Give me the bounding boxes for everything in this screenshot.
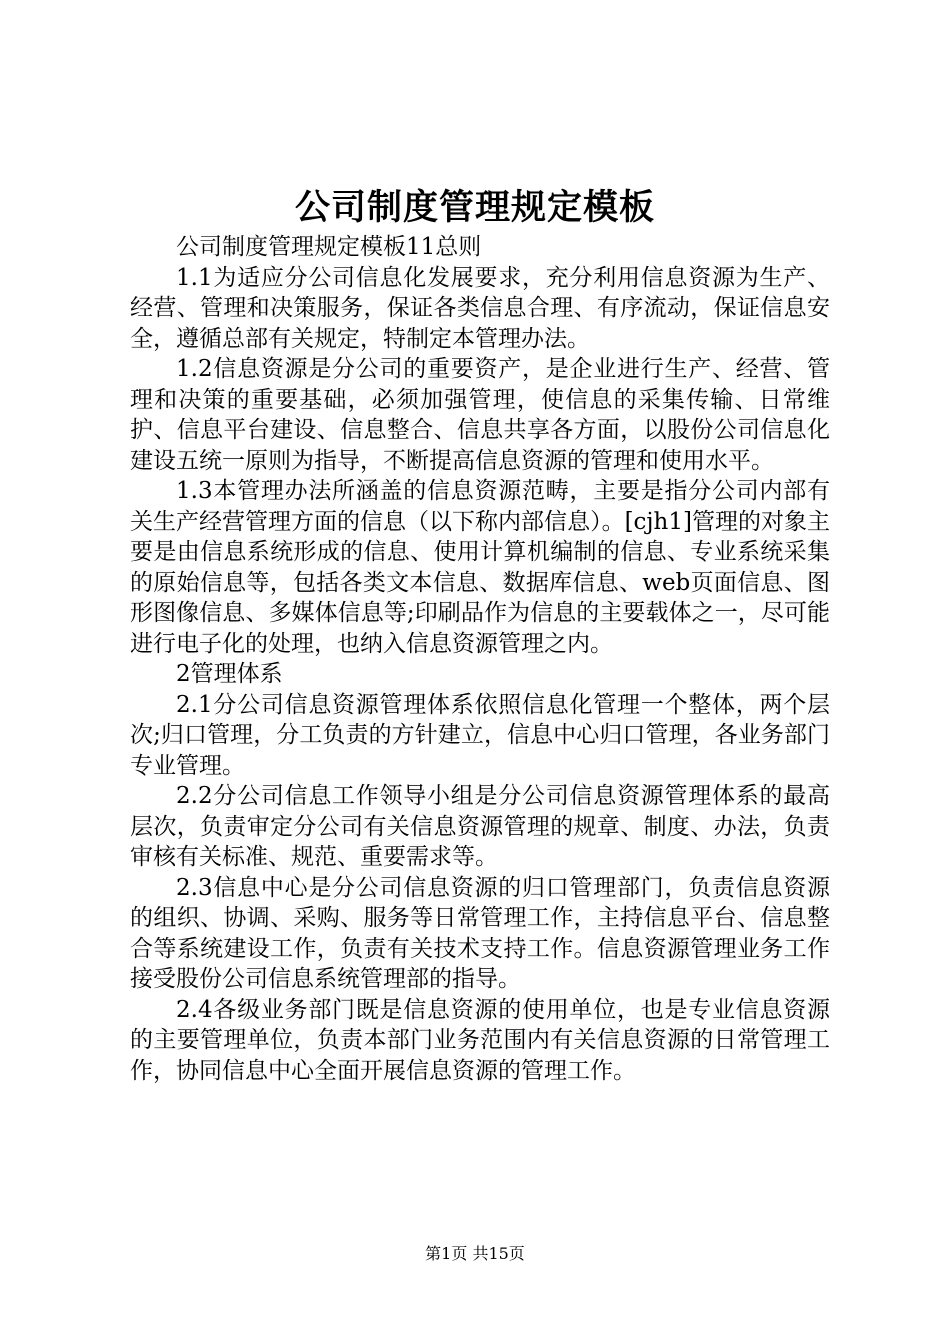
paragraph-heading-general: 公司制度管理规定模板11总则 <box>176 234 482 260</box>
paragraph-1-2: 1.2信息资源是分公司的重要资产，是企业进行生产、经营、管理和决策的重要基础，必须加强管理，使信息的采集传输、日常维护、信息平台建设、信息整合、信息共享各方面，以股份公司信息化建设五统一原则为指导，不断提高信息资源的管理和使用水平。 <box>130 356 830 474</box>
paragraph-2-2: 2.2分公司信息工作领导小组是分公司信息资源管理体系的最高层次，负责审定分公司有关信息资源管理的规章、制度、办法，负责审核有关标准、规范、重要需求等。 <box>130 783 830 870</box>
paragraph-2-3: 2.3信息中心是分公司信息资源的归口管理部门，负责信息资源的组织、协调、采购、服务等日常管理工作，主持信息平台、信息整合等系统建设工作，负责有关技术支持工作。信息资源管理业务工作接受股份公司信息系统管理部的指导。 <box>130 874 830 992</box>
paragraph-1-3: 1.3本管理办法所涵盖的信息资源范畴，主要是指分公司内部有关生产经营管理方面的信息（以下称内部信息）。[cjh1]管理的对象主要是由信息系统形成的信息、使用计算机编制的信息、专业系统采集的原始信息等，包括各类文本信息、数据库信息、web页面信息、图形图像信息、多媒体信息等;印刷品作为信息的主要载体之一，尽可能进行电子化的处理，也纳入信息资源管理之内。 <box>130 478 830 657</box>
paragraph-2-4: 2.4各级业务部门既是信息资源的使用单位，也是专业信息资源的主要管理单位，负责本部门业务范围内有关信息资源的日常管理工作，协同信息中心全面开展信息资源的管理工作。 <box>130 996 830 1084</box>
page-footer: 第1页 共15页 <box>425 1244 525 1263</box>
document-title: 公司制度管理规定模板 <box>294 187 655 228</box>
paragraph-1-1: 1.1为适应分公司信息化发展要求，充分利用信息资源为生产、经营、管理和决策服务，保证各类信息合理、有序流动，保证信息安全，遵循总部有关规定，特制定本管理办法。 <box>130 264 830 352</box>
document-body <box>130 232 830 1086</box>
paragraph-2-1: 2.1分公司信息资源管理体系依照信息化管理一个整体，两个层次;归口管理，分工负责的方针建立，信息中心归口管理，各业务部门专业管理。 <box>130 691 830 779</box>
paragraph-heading-management-system: 2管理体系 <box>176 661 283 687</box>
